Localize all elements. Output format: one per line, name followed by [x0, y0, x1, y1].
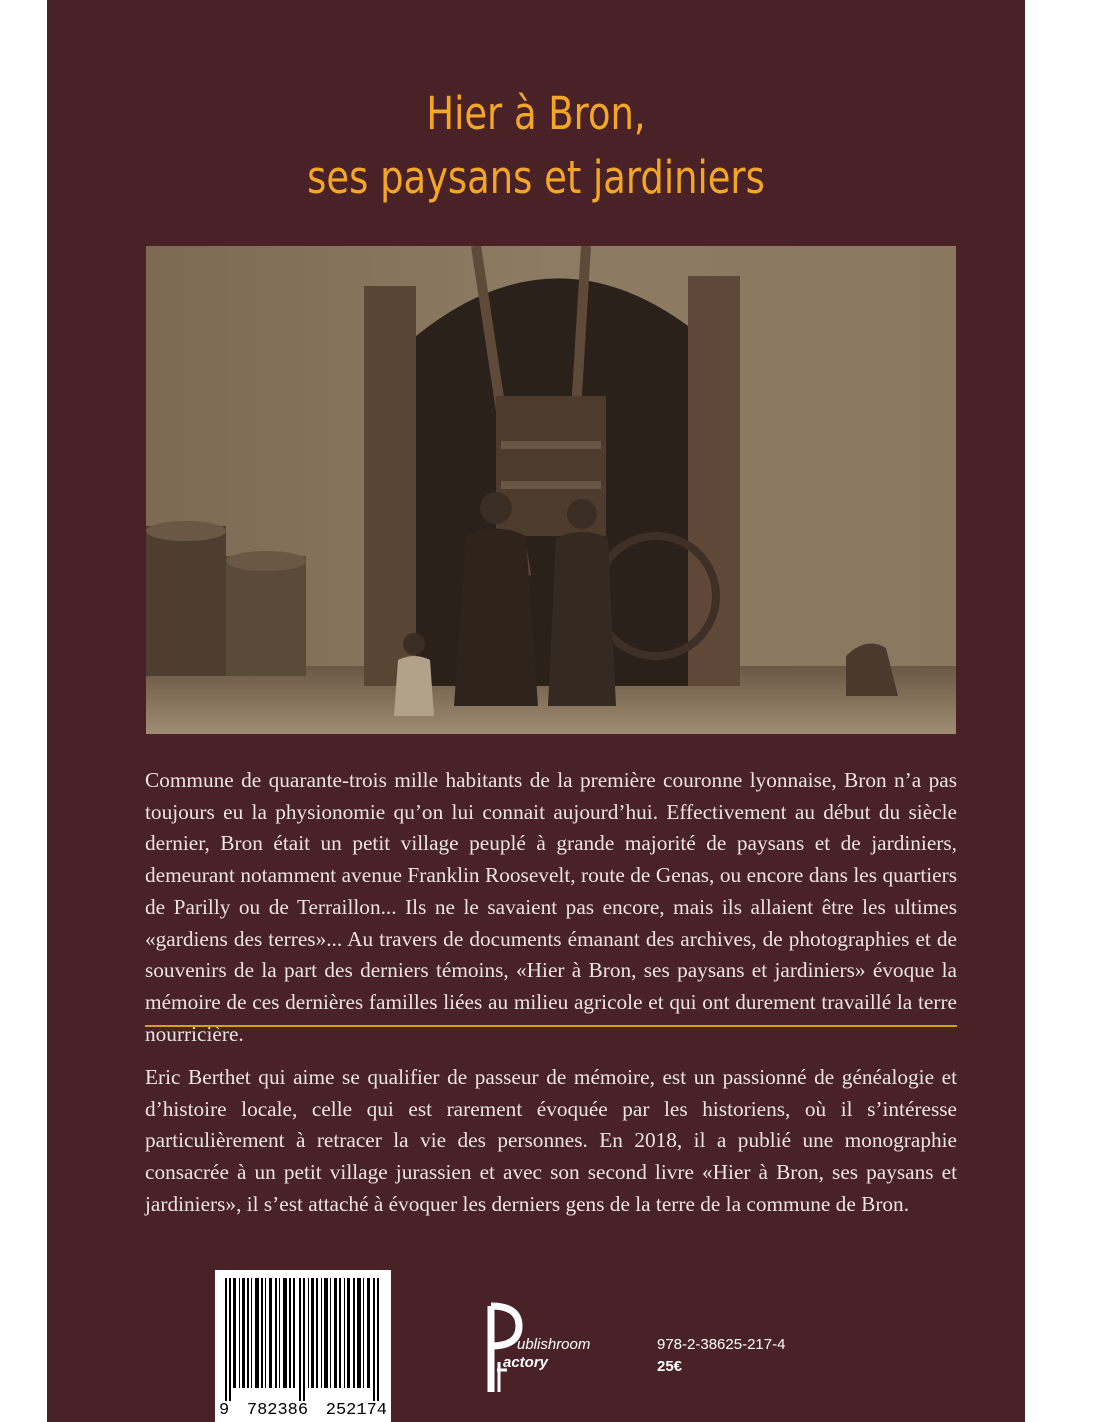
- barcode-digit-group: 252174: [325, 1401, 387, 1420]
- author-bio: Eric Berthet qui aime se qualifier de passeur de mémoire, est un passionné de généalogie et d’histoire locale, celle qui est rarement évoquée par les historiens, où il s’intéresse particulièrement à retracer la vie des personnes. En 2018, il a publié une monographie consacrée à un petit village jurassien et avec son second livre «Hier à Bron, ses paysans et jardiniers», il s’est attaché à évoquer les derniers gens de la terre de la commune de Bron.: [145, 1065, 957, 1216]
- barcode: [215, 1270, 391, 1422]
- publisher-line-2: actory: [503, 1354, 549, 1371]
- isbn: 978-2-38625-217-4: [657, 1336, 786, 1353]
- barcode-digit-group: 9: [219, 1401, 230, 1420]
- book-back-cover: [47, 0, 1025, 1422]
- publisher-name: [503, 1336, 591, 1372]
- book-title: [135, 82, 937, 210]
- publisher-line-1: ublishroom: [517, 1336, 591, 1353]
- title-line-2: ses paysans et jardiniers: [307, 151, 765, 204]
- title-line-1: Hier à Bron,: [426, 87, 646, 140]
- book-summary: Commune de quarante-trois mille habitants de la première couronne lyonnaise, Bron n’a pas toujours eu la physionomie qu’on lui connait aujourd’hui. Effectivement au début du siècle dernier, Bron était un petit village peuplé à grande majorité de paysans et de jardiniers, demeurant notamment avenue Franklin Roosevelt, route de Genas, ou encore dans les quartiers de Parilly ou de Terraillon... Ils ne le savaient pas encore, mais ils allaient être les ultimes «gardiens des terres»... Au travers de documents émanant des archives, de photographies et de souvenirs de la part des derniers témoins, «Hier à Bron, ses paysans et jardiniers» évoque la mémoire de ces dernières familles liées au milieu agricole et qui ont durement travaillé la terre nourricière.: [145, 768, 957, 1046]
- barcode-digit-group: 782386: [246, 1401, 309, 1420]
- sepia-family-photo-icon: [146, 246, 956, 734]
- barcode-digits: [215, 1401, 391, 1420]
- price: 25€: [657, 1358, 683, 1375]
- barcode-bars-icon: [215, 1270, 391, 1402]
- section-divider: [145, 1025, 957, 1027]
